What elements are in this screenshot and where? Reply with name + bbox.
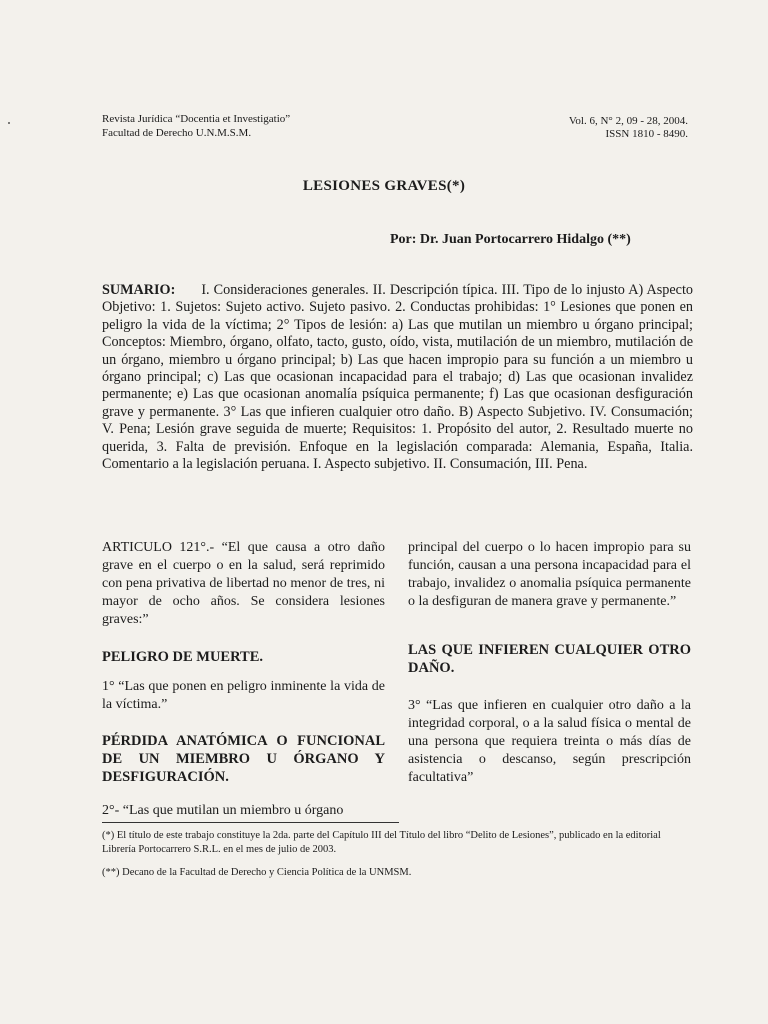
- summary-label: SUMARIO:: [102, 282, 176, 298]
- item-2-continuation-text: principal del cuerpo o lo hacen impropio para su función, causan a una persona incapacidad para el trabajo, invalidez o anomalia psíquica permanente o la desfiguran de manera grave y permanente.”: [408, 540, 691, 609]
- left-column: [102, 539, 385, 820]
- issn-info: ISSN 1810 - 8490.: [605, 128, 688, 140]
- journal-name: Revista Jurídica “Docentia et Investigatio”: [102, 113, 291, 125]
- summary-text: I. Consideraciones generales. II. Descripción típica. III. Tipo de lo injusto A) Aspecto Objetivo: 1. Sujetos: Sujeto activo. Sujeto pasivo. 2. Conductas prohibidas: 1° Lesiones que ponen en peligro la vida de la víctima; 2° Tipos de lesión: a) Las que mutilan un miembro u órgano principal; Conceptos: Miembro, órgano, olfato, tacto, gusto, oído, vista, mutilación de un miembro, mutilación de un órgano, miembro u órgano principal; b) Las que hacen impropio para su función a un miembro u órgano principal; c) Las que ocasionan incapacidad para el trabajo; d) Las que ocasionan invalidez permanente; e) Las que ocasionan anomalía psíquica permanente; f) Las que ocasionan desfiguración grave y permanente. 3° Las que infieren cualquier otro daño. B) Aspecto Subjetivo. IV. Consumación; V. Pena; Lesión grave seguida de muerte; Requisitos: 1. Propósito del autor, 2. Resultado muerte no querida, 3. Falta de previsión. Enfoque en la legislación comparada: Alemania, España, Italia. Comentario a la legislación peruana. I. Aspecto subjetivo. II. Consumación, III. Pena.: [102, 282, 693, 473]
- item-3-text: 3° “Las que infieren en cualquier otro daño a la integridad corporal, o a la salud física o mental de una persona que requiera treinta o más días de asistencia o descanso, según prescripción facultativa”: [408, 698, 691, 785]
- article-121-text: ARTICULO 121°.- “El que causa a otro daño grave en el cuerpo o en la salud, será reprimido con pena privativa de libertad no menor de tres, ni mayor de ocho años. Se considera lesiones graves:”: [102, 540, 385, 627]
- faculty-name: Facultad de Derecho U.N.M.S.M.: [102, 127, 252, 139]
- volume-header: [569, 115, 688, 141]
- summary-block: [102, 282, 693, 473]
- heading-cualquier-otro-dano: LAS QUE INFIEREN CUALQUIER OTRO DAÑO.: [408, 642, 691, 676]
- volume-info: Vol. 6, N° 2, 09 - 28, 2004.: [568, 115, 688, 127]
- heading-peligro-de-muerte: PELIGRO DE MUERTE.: [102, 649, 264, 665]
- item-2-start-text: 2°- “Las que mutilan un miembro u órgano: [102, 803, 344, 818]
- heading-perdida-anatomica: PÉRDIDA ANATÓMICA O FUNCIONAL DE UN MIEMBRO U ÓRGANO Y DESFIGURACIÓN.: [102, 733, 385, 785]
- footnote-divider: [102, 822, 399, 823]
- article-title: LESIONES GRAVES(*): [302, 178, 466, 194]
- right-column: [408, 539, 691, 787]
- article-author: Por: Dr. Juan Portocarrero Hidalgo (**): [390, 232, 631, 247]
- scan-speck: [8, 122, 10, 124]
- footnote-2: (**) Decano de la Facultad de Derecho y Ciencia Política de la UNMSM.: [102, 867, 412, 878]
- footnote-1: (*) El título de este trabajo constituye la 2da. parte del Capítulo III del Título del libro “Delito de Lesiones”, publicado en la editorial Librería Portocarrero S.R.L. en el mes de julio de 2003.: [102, 830, 661, 855]
- item-1-text: 1° “Las que ponen en peligro inminente la vida de la víctima.”: [102, 679, 385, 712]
- journal-header: [102, 112, 290, 140]
